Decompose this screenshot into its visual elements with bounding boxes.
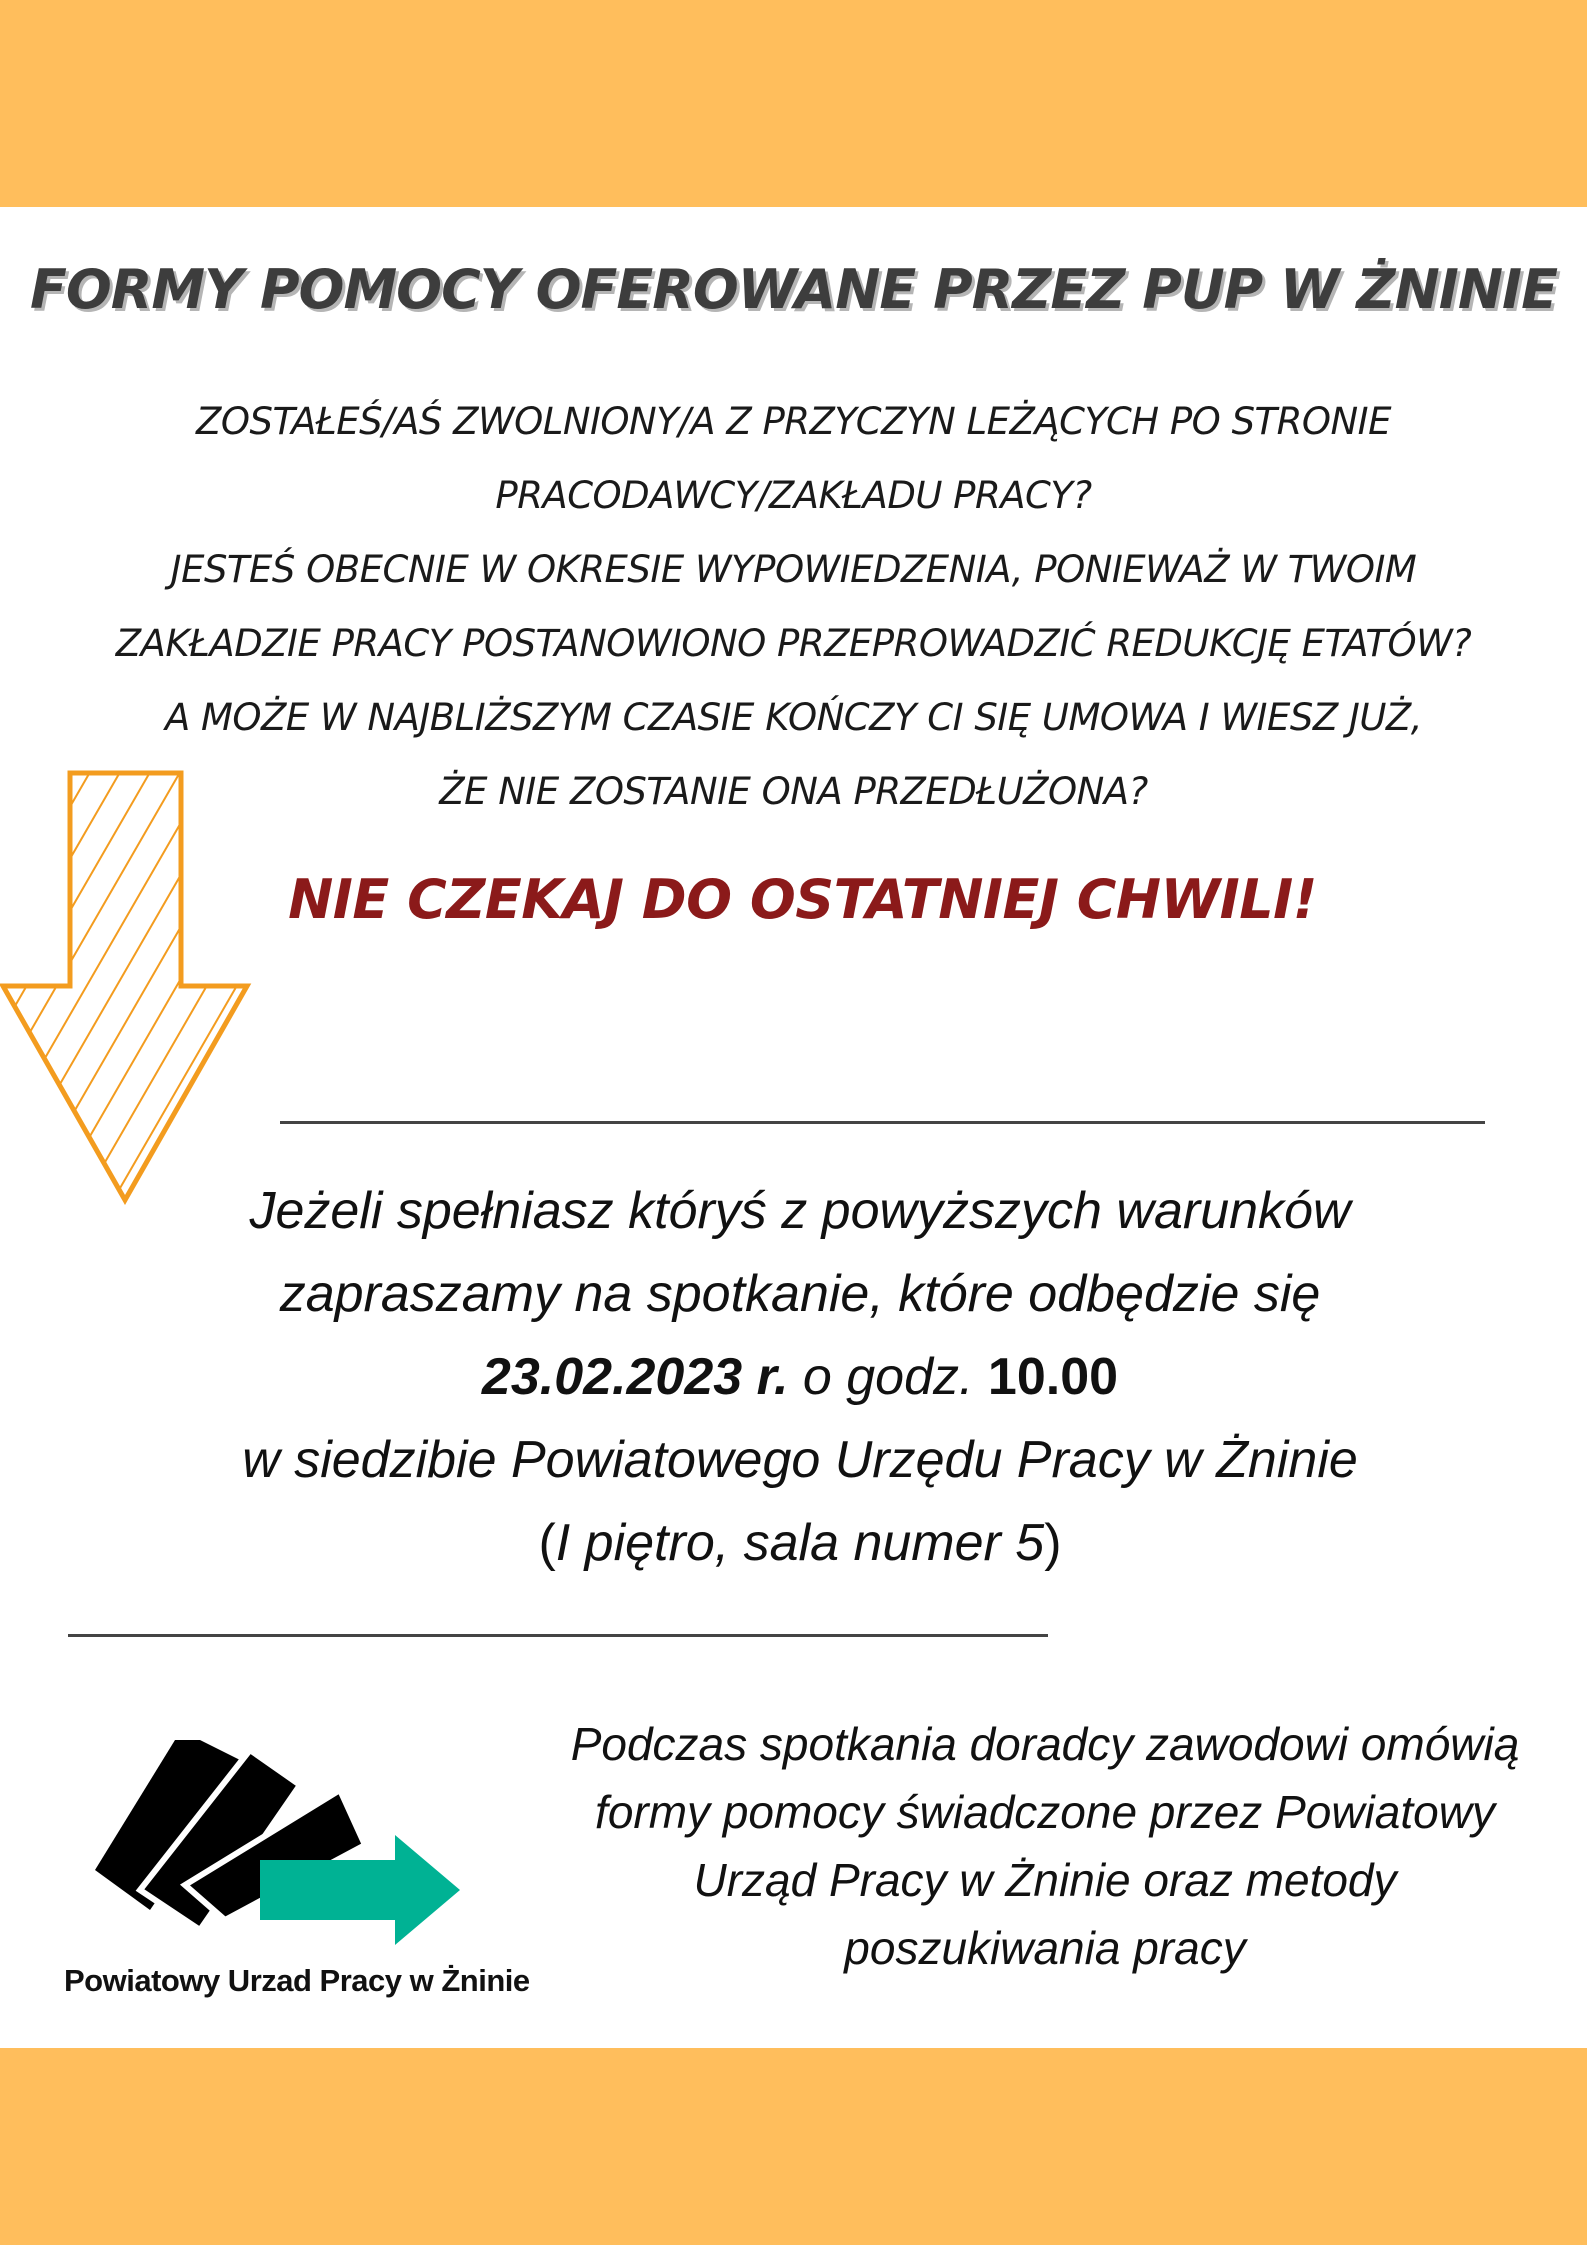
meeting-description [515,1710,1575,1982]
invitation-block [60,1170,1540,1585]
question-line: A MOŻE W NAJBLIŻSZYM CZASIE KOŃCZY CI SIĘ UMOWA I WIESZ JUŻ, [164,696,1423,739]
top-band [0,0,1587,207]
meeting-line: poszukiwania pracy [844,1922,1246,1974]
questions-block [40,385,1547,829]
meeting-line: Urząd Pracy w Żninie oraz metody [693,1854,1397,1906]
question-line: ŻE NIE ZOSTANIE ONA PRZEDŁUŻONA? [439,770,1148,813]
meeting-date: 23.02.2023 r. [481,1348,789,1406]
question-line: ZOSTAŁEŚ/AŚ ZWOLNIONY/A Z PRZYCZYN LEŻĄCYCH PO STRONIE [196,400,1391,443]
question-line: JESTEŚ OBECNIE W OKRESIE WYPOWIEDZENIA, PONIEWAŻ W TWOIM [170,548,1417,591]
logo-caption: Powiatowy Urzad Pracy w Żninie [64,1963,530,1998]
invitation-datetime [60,1336,1540,1419]
invitation-location [60,1502,1540,1585]
alert-heading: NIE CZEKAJ DO OSTATNIEJ CHWILI! [288,868,1317,931]
question-line: PRACODAWCY/ZAKŁADU PRACY? [495,474,1092,517]
divider [280,1121,1485,1124]
question-line: ZAKŁADZIE PRACY POSTANOWIONO PRZEPROWADZIĆ REDUKCJĘ ETATÓW? [115,622,1472,665]
paren-close: ) [1044,1514,1062,1572]
bottom-band [0,2048,1587,2245]
meeting-time: 10.00 [987,1348,1119,1406]
meeting-line: Podczas spotkania doradcy zawodowi omówią [570,1718,1520,1770]
page-title: FORMY POMOCY OFEROWANE PRZEZ PUP W ŻNINIE [29,258,1558,321]
invitation-line: w siedzibie Powiatowego Urzędu Pracy w Żninie [242,1431,1358,1489]
time-prefix: o godz. [802,1348,974,1406]
meeting-line: formy pomocy świadczone przez Powiatowy [595,1786,1495,1838]
down-arrow-icon [0,770,252,1205]
invitation-line: Jeżeli spełniasz któryś z powyższych warunków [249,1182,1351,1240]
meeting-location: I piętro, sala numer 5 [555,1514,1045,1572]
divider [68,1634,1048,1637]
invitation-line: zapraszamy na spotkanie, które odbędzie się [279,1265,1321,1323]
paren-open: ( [538,1514,556,1572]
